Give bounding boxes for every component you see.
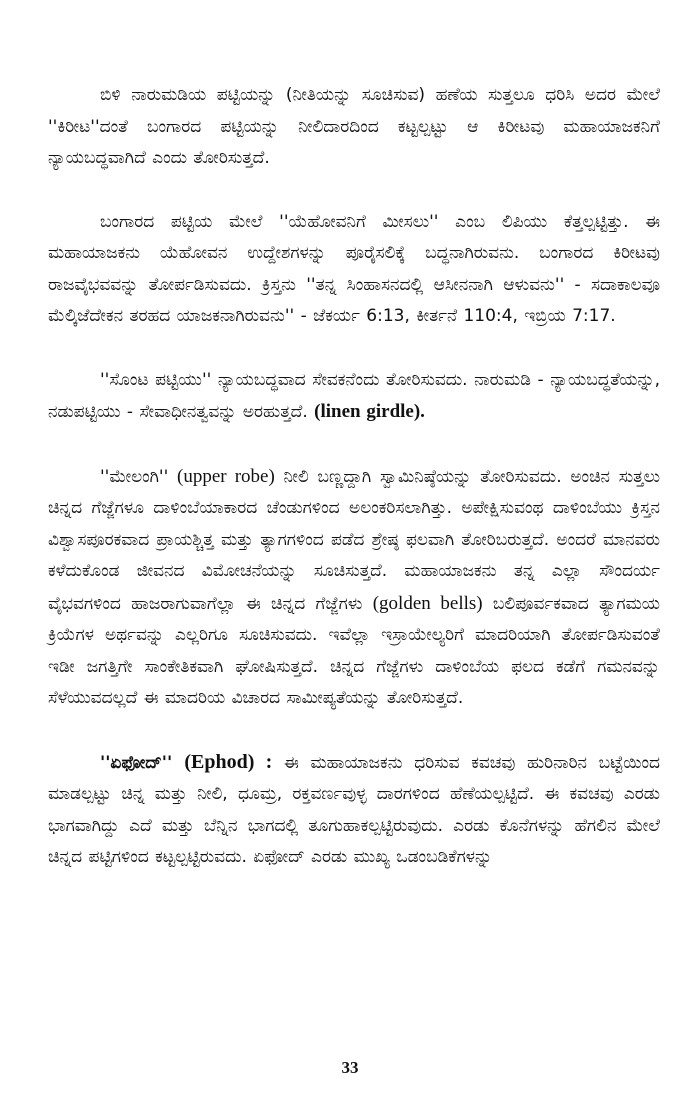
ephod-text: ಈ ಮಹಾಯಾಜಕನು ಧರಿಸುವ ಕವಚವು ಹುರಿನಾರಿನ ಬಟ್ಟೆಯಿಂದ ಮಾಡಲ್ಪಟ್ಟು ಚಿನ್ನ ಮತ್ತು ನೀಲಿ, ಧೂಮ್ರ, ರಕ್ತವರ್ಣವುಳ್ಳ ದಾರಗಳಿಂದ ಹೆಣೆಯಲ್ಪಟ್ಟಿದೆ. ಈ ಕವಚವು ಎರಡು ಭಾಗವಾಗಿದ್ದು ಎದೆ ಮತ್ತು ಬೆನ್ನಿನ ಭಾಗದಲ್ಲಿ ತೂಗುಹಾಕಲ್ಪಟ್ಟಿರುವುದು. ಎರಡು ಕೊನೆಗಳನ್ನು ಹೆಗಲಿನ ಮೇಲೆ ಚಿನ್ನದ ಪಟ್ಟಿಗಳಿಂದ ಕಟ್ಟಲ್ಪಟ್ಟಿರುವದು. ಏಫೋದ್ ಎರಡು ಮುಖ್ಯ ಒಡಂಬಡಿಕೆಗಳನ್ನು xyxy=(48,752,660,867)
paragraph-golden-crown: ಬಂಗಾರದ ಪಟ್ಟಿಯ ಮೇಲೆ ''ಯೆಹೋವನಿಗೆ ಮೀಸಲು'' ಎಂಬ ಲಿಪಿಯು ಕೆತ್ತಲ್ಪಟ್ಟಿತ್ತು. ಈ ಮಹಾಯಾಜಕನು ಯೆಹೋವನ ಉದ್ದೇಶಗಳನ್ನು ಪೂರೈಸಲಿಕ್ಕೆ ಬದ್ಧನಾಗಿರುವನು. ಬಂಗಾರದ ಕಿರೀಟವು ರಾಜವೈಭವವನ್ನು ತೋರ್ಪಡಿಸುವದು. ಕ್ರಿಸ್ತನು ''ತನ್ನ ಸಿಂಹಾಸನದಲ್ಲಿ ಆಸೀನನಾಗಿ ಆಳುವನು'' - ಸದಾಕಾಲವೂ ಮೆಲ್ಕಿಜೆದೇಕನ ತರಹದ ಯಾಜಕನಾಗಿರುವನು'' - ಜೆಕರ್ಯ 6:13, ಕೀರ್ತನೆ 110:4, ಇಬ್ರಿಯ 7:17. xyxy=(48,211,660,326)
girdle-text: ''ಸೊಂಟ ಪಟ್ಟಿಯು'' ನ್ಯಾಯಬದ್ಧವಾದ ಸೇವಕನೆಂದು ತೋರಿಸುವದು. ನಾರುಮಡಿ - ನ್ಯಾಯಬದ್ಧತೆಯನ್ನು, ನಡುಪಟ್ಟಿಯು - ಸೇವಾಧೀನತ್ವವನ್ನು ಅರಹುತ್ತದೆ. xyxy=(48,369,660,422)
robe-text: ನೀಲಿ ಬಣ್ಣದ್ದಾಗಿ ಸ್ವಾಮಿನಿಷ್ಠೆಯನ್ನು ತೋರಿಸುವದು. ಅಂಚಿನ ಸುತ್ತಲು ಚಿನ್ನದ ಗೆಜ್ಜೆಗಳೂ ದಾಳಿಂಬೆಯಾಕಾರದ ಚೆಂಡುಗಳಿಂದ ಅಲಂಕರಿಸಲಾಗಿತ್ತು. ಅಪೇಕ್ಷಿಸುವಂಥ ದಾಳಿಂಬೆಯು ಕ್ರಿಸ್ತನ ವಿಶ್ವಾಸಪೂರಕವಾದ ಪ್ರಾಯಶ್ಚಿತ್ತ ಮತ್ತು ತ್ಯಾಗಗಳಿಂದ ಪಡೆದ ಶ್ರೇಷ್ಠ ಫಲವಾಗಿ ತೋರಿಬರುತ್ತದೆ. ಅಂದರೆ ಮಾನವರು ಕಳೆದುಕೊಂಡ ಜೀವನದ ವಿಮೋಚನೆಯನ್ನು ಸೂಚಿಸುತ್ತದೆ. ಮಹಾಯಾಜಕನು ತನ್ನ ಎಲ್ಲಾ ಸೌಂದರ್ಯ ವೈಭವಗಳಿಂದ ಹಾಜರಾಗುವಾಗೆಲ್ಲಾ ಈ ಚಿನ್ನದ ಗೆಜ್ಜೆಗಳು xyxy=(48,466,661,614)
paragraph-girdle xyxy=(48,365,660,429)
paragraph-ephod xyxy=(48,747,660,874)
robe-lead: ''ಮೇಲಂಗಿ'' xyxy=(100,466,178,487)
page-body xyxy=(48,80,660,906)
robe-english-term: (upper robe) xyxy=(177,465,275,487)
girdle-english-term: (linen girdle). xyxy=(314,401,425,422)
ephod-english-term: (Ephod) : xyxy=(184,750,273,773)
page-number: 33 xyxy=(341,1058,359,1077)
robe-text-continued: ಬಲಿಪೂರ್ವಕವಾದ ತ್ಯಾಗಮಯ ಕ್ರಿಯೆಗಳ ಅರ್ಥವನ್ನು ಎಲ್ಲರಿಗೂ ಸೂಚಿಸುವದು. ಇವೆಲ್ಲಾ ಇಸ್ರಾಯೇಲ್ಯರಿಗೆ ಮಾದರಿಯಾಗಿ ತೋರ್ಪಡಿಸುವಂತೆ ಇಡೀ ಜಗತ್ತಿಗೇ ಸಾಂಕೇತಿಕವಾಗಿ ಘೋಷಿಸುತ್ತದೆ. ಚಿನ್ನದ ಗೆಜ್ಜೆಗಳು ದಾಳಿಂಬೆಯ ಫಲದ ಕಡೆಗೆ ಗಮನವನ್ನು ಸೆಳೆಯುವದಲ್ಲದೆ ಈ ಮಾದರಿಯ ವಿಚಾರದ ಸಾಮೀಪ್ಯತೆಯನ್ನು ತೋರಿಸುತ್ತದೆ. xyxy=(48,593,660,708)
paragraph-linen-headband: ಬಿಳಿ ನಾರುಮಡಿಯ ಪಟ್ಟಿಯನ್ನು (ನೀತಿಯನ್ನು ಸೂಚಿಸುವ) ಹಣೆಯ ಸುತ್ತಲೂ ಧರಿಸಿ ಅದರ ಮೇಲೆ ''ಕಿರೀಟ''ದಂತೆ ಬಂಗಾರದ ಪಟ್ಟಿಯನ್ನು ನೀಲಿದಾರದಿಂದ ಕಟ್ಟಲ್ಪಟ್ಟು ಆ ಕಿರೀಟವು ಮಹಾಯಾಜಕನಿಗೆ ನ್ಯಾಯಬದ್ಧವಾಗಿದೆ ಎಂದು ತೋರಿಸುತ್ತದೆ. xyxy=(48,85,660,168)
ephod-lead: ''ಏಫೋದ್'' xyxy=(100,752,185,773)
paragraph-upper-robe xyxy=(48,461,660,715)
bells-english-term: (golden bells) xyxy=(372,592,483,614)
